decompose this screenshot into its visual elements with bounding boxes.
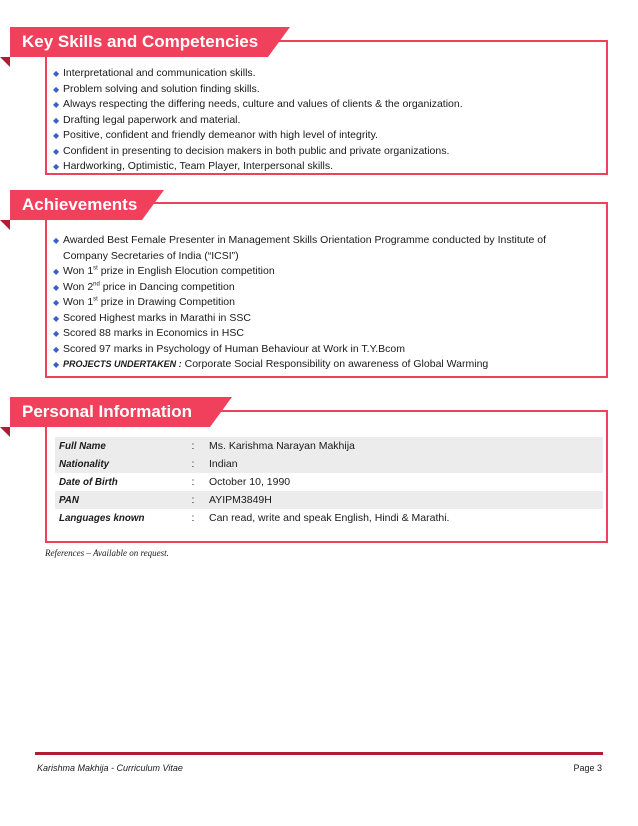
achievements-section-header xyxy=(10,190,142,220)
table-row xyxy=(55,473,603,491)
full-name-label: Full Name xyxy=(55,437,181,455)
languages-label: Languages known xyxy=(59,512,145,524)
diamond-bullet-icon: ◆ xyxy=(53,100,60,109)
diamond-bullet-icon: ◆ xyxy=(53,236,60,245)
list-item: ◆ Won 2nd price in Dancing competition xyxy=(55,280,605,296)
languages-value: Can read, write and speak English, Hindi & Marathi. xyxy=(209,512,450,524)
separator: : xyxy=(181,491,205,509)
dob-label: Date of Birth xyxy=(59,476,118,488)
skills-list xyxy=(55,66,595,175)
list-item: ◆ Awarded Best Female Presenter in Management Skills Orientation Programme conducted by Institute of Company Secretaries of India (“ICSI”) xyxy=(53,234,547,262)
list-item: ◆ Won 1st prize in English Elocution competition xyxy=(55,264,605,280)
list-item: ◆ Hardworking, Optimistic, Team Player, Interpersonal skills. xyxy=(55,159,595,175)
pan-label: PAN xyxy=(55,491,181,509)
separator: : xyxy=(191,476,195,488)
personal-info-table xyxy=(55,437,603,527)
list-item: ◆ Always respecting the differing needs, culture and values of clients & the organization. xyxy=(55,97,595,113)
achievements-title: Achievements xyxy=(22,195,138,214)
diamond-bullet-icon: ◆ xyxy=(53,329,60,338)
skills-section-header xyxy=(10,27,268,57)
list-item: ◆ Won 1st prize in Drawing Competition xyxy=(55,295,605,311)
dob-value: October 10, 1990 xyxy=(209,476,291,488)
achievements-list xyxy=(55,233,605,373)
separator: : xyxy=(181,437,205,455)
diamond-bullet-icon: ◆ xyxy=(53,69,60,78)
pan-value: AYIPM3849H xyxy=(205,491,603,509)
list-item: ◆ Positive, confident and friendly demeanor with high level of integrity. xyxy=(55,128,595,144)
list-item: ◆ Scored Highest marks in Marathi in SSC xyxy=(55,311,605,327)
diamond-bullet-icon: ◆ xyxy=(53,313,60,323)
skills-header-fold xyxy=(0,57,10,67)
table-row xyxy=(55,491,603,509)
footer-title: Karishma Makhija - Curriculum Vitae xyxy=(37,763,183,773)
separator: : xyxy=(191,512,195,524)
table-row xyxy=(55,455,603,473)
references-note: References – Available on request. xyxy=(45,548,169,558)
personal-title: Personal Information xyxy=(22,402,193,421)
diamond-bullet-icon: ◆ xyxy=(53,146,60,156)
personal-section-header xyxy=(10,397,210,427)
nationality-value: Indian xyxy=(205,455,603,473)
page-number: Page 3 xyxy=(573,763,602,773)
diamond-bullet-icon: ◆ xyxy=(53,344,60,354)
list-item: ◆ Scored 88 marks in Economics in HSC xyxy=(55,326,605,342)
list-item: ◆ PROJECTS UNDERTAKEN : Corporate Social Responsibility on awareness of Global Warming xyxy=(55,357,605,373)
diamond-bullet-icon: ◆ xyxy=(53,267,60,276)
separator: : xyxy=(181,455,205,473)
skills-title: Key Skills and Competencies xyxy=(22,32,259,51)
nationality-label: Nationality xyxy=(55,455,181,473)
achievements-header-fold xyxy=(0,220,10,230)
diamond-bullet-icon: ◆ xyxy=(53,84,60,94)
table-row xyxy=(55,509,603,527)
full-name-value: Ms. Karishma Narayan Makhija xyxy=(205,437,603,455)
diamond-bullet-icon: ◆ xyxy=(53,115,60,125)
diamond-bullet-icon: ◆ xyxy=(53,360,60,369)
list-item: ◆ Problem solving and solution finding skills. xyxy=(55,82,595,98)
list-item: ◆ Drafting legal paperwork and material. xyxy=(55,113,595,129)
diamond-bullet-icon: ◆ xyxy=(53,162,60,171)
diamond-bullet-icon: ◆ xyxy=(53,131,60,140)
list-item: ◆ Scored 97 marks in Psychology of Human Behaviour at Work in T.Y.Bcom xyxy=(55,342,605,358)
footer-divider xyxy=(35,752,603,755)
list-item: ◆ Confident in presenting to decision makers in both public and private organizations. xyxy=(55,144,595,160)
list-item: ◆ Interpretational and communication skills. xyxy=(55,66,595,82)
table-row xyxy=(55,437,603,455)
diamond-bullet-icon: ◆ xyxy=(53,298,60,307)
diamond-bullet-icon: ◆ xyxy=(53,282,60,292)
personal-header-fold xyxy=(0,427,10,437)
